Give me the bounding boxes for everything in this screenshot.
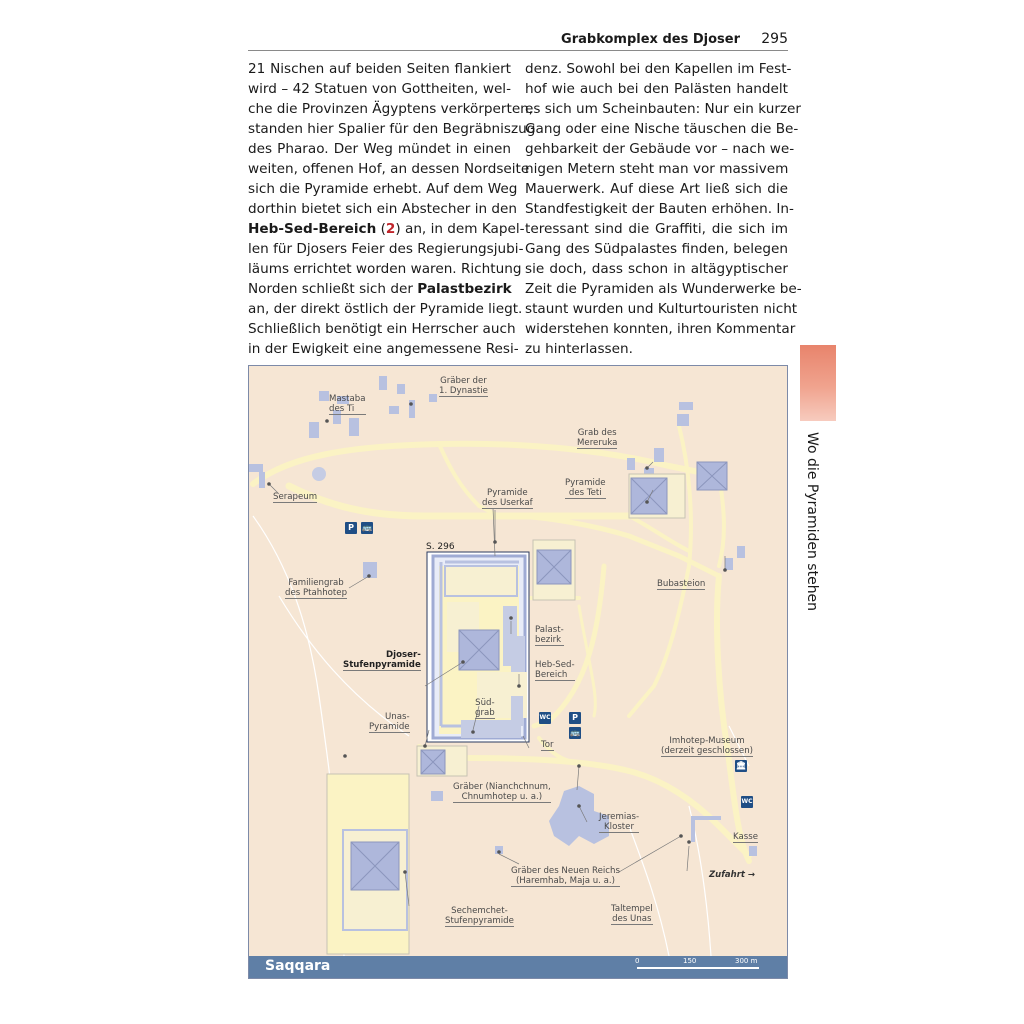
label-djoser-pyramide: Djoser- Stufenpyramide (343, 650, 421, 670)
chapter-side-label: Wo die Pyramiden stehen (804, 432, 820, 612)
text-line: Standfestigkeit der Bauten erhöhen. In- (525, 201, 794, 217)
text-line: standen hier Spalier für den Begräbniszug (248, 121, 536, 137)
label-tor: Tor (541, 740, 554, 750)
text-line: Zeit die Pyramiden als Wunderwerke be- (525, 281, 802, 297)
road (717, 576, 749, 861)
text-line: wird – 42 Statuen von Gottheiten, wel- (248, 81, 511, 97)
text-line: Schließlich benötigt ein Herrscher auch (248, 321, 516, 337)
text-line: läums errichtet worden waren. Richtung (248, 261, 522, 277)
label-jeremias-kloster: Jeremias- Kloster (599, 812, 640, 832)
text-line: widerstehen konnten, ihren Kommentar (525, 321, 796, 337)
path (629, 826, 669, 956)
museum-icon: 🏛 (735, 761, 747, 770)
text-line (248, 219, 525, 239)
text-line: teressant sind die Graffiti, die sich im (525, 221, 788, 237)
label-imhotep-museum: Imhotep-Museum (derzeit geschlossen) (661, 736, 753, 756)
text-line: an, der direkt östlich der Pyramide liegt. (248, 301, 523, 317)
text-line: Gang oder eine Nische täuschen die Be- (525, 121, 799, 137)
text-line: dorthin bietet sich ein Abstecher in den (248, 201, 518, 217)
label-palastbezirk: Palast- bezirk (535, 625, 564, 645)
label-grab-mereruka: Grab des Mereruka (577, 428, 618, 448)
saqqara-map (248, 365, 788, 979)
highlight-heb-sed: Heb-Sed-Bereich (248, 221, 377, 237)
text-line: denz. Sowohl bei den Kapellen im Fest- (525, 61, 792, 77)
text-line: Gang des Südpalastes finden, belegen (525, 241, 788, 257)
text-line: sie doch, dass schon in altägyptischer (525, 261, 788, 277)
chapter-title: Grabkomplex des Djoser (561, 32, 740, 47)
running-header (248, 30, 788, 51)
label-graeber-nianchchnum: Gräber (Nianchchnum, Chnumhotep u. a.) (453, 782, 551, 802)
south-tomb-block (461, 720, 521, 738)
label-unas-pyramide: Unas- Pyramide (369, 712, 410, 732)
text-line: gehbarkeit der Gebäude vor – nach we- (525, 141, 795, 157)
scale-label: 150 (683, 957, 697, 965)
label-graeber-dynastie: Gräber der 1. Dynastie (439, 376, 488, 396)
text-line: weiten, offenen Hof, an dessen Nordseite (248, 161, 530, 177)
label-bubasteion: Bubasteion (657, 579, 706, 589)
label-pyramide-teti: Pyramide des Teti (565, 478, 606, 498)
scale-bar (637, 967, 759, 969)
parking-icon: P (569, 712, 581, 724)
text-line: hof wie auch bei den Palästen handelt (525, 81, 788, 97)
text-column-left (248, 59, 536, 359)
label-taltempel-unas: Taltempel des Unas (611, 904, 653, 924)
text-line: 21 Nischen auf beiden Seiten flankiert (248, 61, 511, 77)
label-sechemchet: Sechemchet- Stufenpyramide (445, 906, 514, 926)
scale-label: 0 (635, 957, 640, 965)
text-line: len für Djosers Feier des Regierungsjubi- (248, 241, 524, 257)
map-title-bar (249, 956, 787, 978)
bus-icon: 🚌 (570, 728, 580, 737)
label-kasse: Kasse (733, 832, 758, 842)
page-reference-box: S. 296 (426, 542, 455, 552)
wc-icon: WC (539, 712, 551, 724)
label-heb-sed-bereich: Heb-Sed- Bereich (535, 660, 575, 680)
highlight-palastbezirk: Palastbezirk (417, 281, 512, 297)
access-road-label: Zufahrt → (709, 870, 756, 880)
text-fragment: ( (376, 221, 386, 237)
text-line: Mauerwerk. Auf diese Art ließ sich die (525, 181, 788, 197)
label-familiengrab: Familiengrab des Ptahhotep (285, 578, 348, 598)
label-suedgrab: Süd- grab (475, 698, 495, 718)
page-number: 295 (761, 31, 788, 47)
text-line: zu hinterlassen. (525, 341, 633, 357)
text-column-right (525, 59, 802, 359)
wc-icon: WC (741, 796, 753, 808)
map-title: Saqqara (265, 958, 331, 974)
text-line: des Pharao. Der Weg mündet in einen (248, 141, 511, 157)
parking-icon: P (345, 522, 357, 534)
serapeum-circle (312, 467, 326, 481)
label-mastaba-ti: Mastaba des Ti (329, 394, 366, 414)
text-line: che die Provinzen Ägyptens verkörperten, (248, 101, 534, 117)
text-line (248, 279, 511, 299)
road (469, 758, 749, 856)
label-graeber-neues-reich: Gräber des Neuen Reichs (Haremhab, Maja u. a.) (511, 866, 620, 886)
label-serapeum: Serapeum (273, 492, 318, 502)
text-line: staunt wurden und Kulturtouristen nicht (525, 301, 798, 317)
text-fragment: ) an, in dem Kapel- (395, 221, 525, 237)
text-line: es sich um Scheinbauten: Nur ein kurzer (525, 101, 801, 117)
label-pyramide-userkaf: Pyramide des Userkaf (482, 488, 533, 508)
bus-icon: 🚌 (362, 523, 372, 532)
text-line: sich die Pyramide erhebt. Auf dem Weg (248, 181, 518, 197)
chapter-tab (800, 345, 836, 421)
map-graphic (249, 366, 788, 979)
text-line: nigen Metern steht man vor massivem (525, 161, 789, 177)
scale-label: 300 m (735, 957, 758, 965)
reference-number: 2 (385, 221, 396, 237)
text-fragment: Norden schließt sich der (248, 281, 418, 297)
text-line: in der Ewigkeit eine angemessene Resi- (248, 341, 519, 357)
